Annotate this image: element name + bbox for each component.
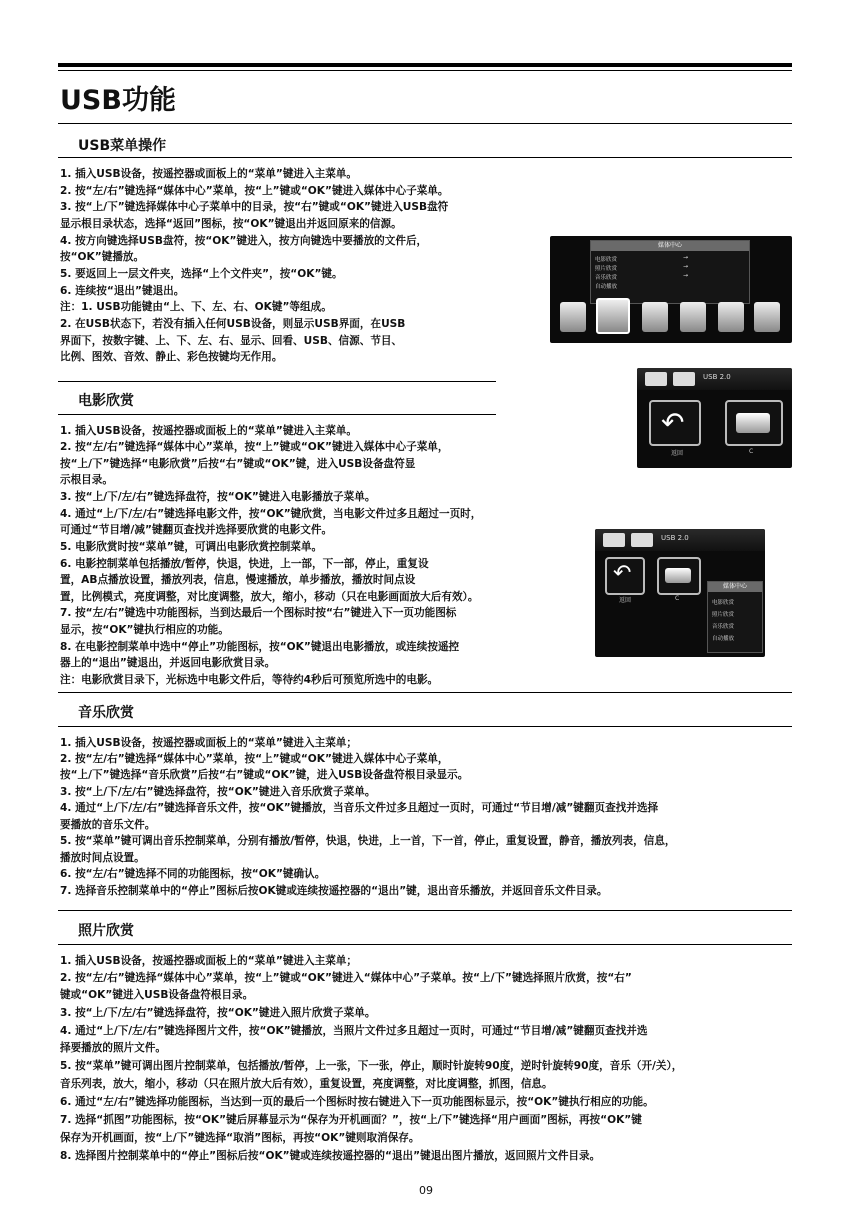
menu-item: 自动播放 [712, 636, 735, 642]
text-line: 3. 按“上/下”键选择媒体中心子菜单中的目录，按“右”键或“OK”键进入USB盘符 [60, 201, 449, 213]
back-tile [605, 557, 645, 595]
tile-label: 返回 [671, 450, 684, 457]
section-rule-usb-menu [58, 157, 792, 158]
text-line: 4. 按方向键选择USB盘符，按“OK”键进入，按方向键选中要播放的文件后， [60, 235, 428, 247]
menu-item: 照片欣赏 [712, 612, 735, 618]
top-rule-thin [58, 70, 792, 71]
text-line: 1. 插入USB设备，按遥控器或面板上的“菜单”键进入主菜单； [60, 737, 357, 749]
text-line: 注：电影欣赏目录下，光标选中电影文件后，等待约4秒后可预览所选中的电影。 [60, 674, 439, 686]
arrow-icon: → [683, 254, 689, 261]
text-line: 按“上/下”键选择“音乐欣赏”后按“右”键或“OK”键，进入USB设备盘符根目录显示。 [60, 769, 469, 781]
text-line: 键或“OK”键进入USB设备盘符根目录。 [60, 989, 254, 1001]
text-line: 5. 按“菜单”键可调出图片控制菜单，包括播放/暂停，上一张，下一张，停止，顺时针旋转90度，逆时针旋转90度，音乐（开/关）， [60, 1060, 683, 1072]
section-rule-movie-top [58, 381, 496, 382]
section-rule-photo [58, 944, 792, 945]
top-rule-thick [58, 63, 792, 67]
text-line: 择要播放的照片文件。 [60, 1042, 166, 1054]
tile-label: C [749, 448, 754, 455]
menu-item: 电影欣赏 [712, 600, 735, 606]
menu-item: 自动播放 [595, 284, 618, 290]
text-line: 按“上/下”键选择“电影欣赏”后按“右”键或“OK”键，进入USB设备盘符显 [60, 458, 416, 470]
back-tile [649, 400, 701, 446]
text-line: 6. 按“左/右”键选择不同的功能图标，按“OK”键确认。 [60, 868, 326, 880]
text-line: 3. 按“上/下/左/右”键选择盘符，按“OK”键进入照片欣赏子菜单。 [60, 1007, 376, 1019]
main-menu-icon-row [556, 302, 786, 336]
text-line: 2. 按“左/右”键选择“媒体中心”菜单，按“上”键或“OK”键进入媒体中心子菜单， [60, 753, 449, 765]
usb-icon [631, 533, 653, 547]
menu-item: 电影欣赏 [595, 257, 618, 263]
text-line: 4. 通过“上/下/左/右”键选择音乐文件，按“OK”键播放，当音乐文件过多且超过一页时，可通过“节目增/减”键翻页查找并选择 [60, 802, 659, 814]
text-line: 6. 电影控制菜单包括播放/暂停，快退，快进，上一部，下一部，停止，重复设 [60, 558, 429, 570]
text-line: 注：1. USB功能键由“上、下、左、右、OK键”等组成。 [60, 301, 332, 313]
menu-header: 媒体中心 [591, 241, 749, 251]
section-rule-movie [58, 414, 496, 415]
usb-icon [673, 372, 695, 386]
text-line: 播放时间点设置。 [60, 852, 145, 864]
text-line: 器上的“退出”键退出，并返回电影欣赏目录。 [60, 657, 276, 669]
section-rule-photo-top [58, 910, 792, 911]
media-center-icon [596, 298, 630, 334]
media-center-menu [590, 240, 750, 304]
text-line: 1. 插入USB设备，按遥控器或面板上的“菜单”键进入主菜单。 [60, 425, 357, 437]
tile-label: C [675, 595, 680, 602]
text-line: 要播放的音乐文件。 [60, 819, 156, 831]
text-line: 4. 通过“上/下/左/右”键选择图片文件，按“OK”键播放，当照片文件过多且超过一页时，可通过“节目增/减”键翻页查找并选 [60, 1025, 648, 1037]
section-title-usb-menu: USB菜单操作 [78, 138, 167, 154]
text-line: 8. 选择图片控制菜单中的“停止”图标后按“OK”键或连续按遥控器的“退出”键退出图片播放，返回照片文件目录。 [60, 1150, 601, 1162]
text-line: 2. 按“左/右”键选择“媒体中心”菜单，按“上”键或“OK”键进入媒体中心子菜单， [60, 441, 449, 453]
drive-icon [736, 413, 770, 433]
control-menu [707, 581, 763, 653]
text-line: 界面下，按数字键、上、下、左、右、显示、回看、USB、信源、节目、 [60, 335, 403, 347]
page-title: USB功能 [60, 85, 176, 116]
usb-bar-text: USB 2.0 [661, 534, 689, 542]
text-line: 1. 插入USB设备，按遥控器或面板上的“菜单”键进入主菜单。 [60, 168, 357, 180]
arrow-icon: → [683, 263, 689, 270]
movie-control-screenshot [595, 529, 765, 657]
drive-c-tile [657, 557, 701, 595]
menu-item: 照片欣赏 [595, 266, 618, 272]
back-arrow-icon: ↶ [661, 406, 685, 439]
usb-top-bar [637, 368, 792, 390]
text-line: 5. 要返回上一层文件夹，选择“上个文件夹”，按“OK”键。 [60, 268, 343, 280]
menu-item: 音乐欣赏 [595, 275, 618, 281]
text-line: 置，AB点播放设置，播放列表，信息，慢速播放，单步播放，播放时间点设 [60, 574, 416, 586]
text-line: 2. 按“左/右”键选择“媒体中心”菜单，按“上”键或“OK”键进入“媒体中心”子菜单。按“上/下”键选择照片欣赏，按“右” [60, 972, 632, 984]
menu-header: 媒体中心 [708, 582, 762, 592]
picture-icon [560, 302, 586, 332]
text-line: 音乐列表，放大，缩小，移动（只在照片放大后有效），重复设置，亮度调整，对比度调整，抓图，信息。 [60, 1078, 553, 1090]
menu-item: 音乐欣赏 [712, 624, 735, 630]
text-line: 2. 在USB状态下，若没有插入任何USB设备，则显示USB界面，在USB [60, 318, 406, 330]
section-title-music: 音乐欣赏 [78, 705, 134, 721]
text-line: 可通过“节目增/减”键翻页查找并选择要欣赏的电影文件。 [60, 524, 333, 536]
section-rule-music [58, 726, 792, 727]
media-center-screenshot [550, 236, 792, 343]
arrow-icon: → [683, 272, 689, 279]
settings-icon [718, 302, 744, 332]
text-line: 显示根目录状态，选择“返回”图标，按“OK”键退出并返回原来的信源。 [60, 218, 402, 230]
usb-root-screenshot [637, 368, 792, 468]
text-line: 8. 在电影控制菜单中选中“停止”功能图标，按“OK”键退出电影播放，或连续按遥控 [60, 641, 460, 653]
text-line: 7. 选择“抓图”功能图标，按“OK”键后屏幕显示为“保存为开机画面？”，按“上/下”键选择“用户画面”图标，再按“OK”键 [60, 1114, 642, 1126]
sound-icon [680, 302, 706, 332]
lock-icon [754, 302, 780, 332]
text-line: 3. 按“上/下/左/右”键选择盘符，按“OK”键进入电影播放子菜单。 [60, 491, 376, 503]
text-line: 保存为开机画面，按“上/下”键选择“取消”图标，再按“OK”键则取消保存。 [60, 1132, 420, 1144]
text-line: 3. 按“上/下/左/右”键选择盘符，按“OK”键进入音乐欣赏子菜单。 [60, 786, 376, 798]
section-title-photo: 照片欣赏 [78, 923, 134, 939]
text-line: 7. 按“左/右”键选中功能图标，当到达最后一个图标时按“右”键进入下一页功能图标 [60, 607, 457, 619]
text-line: 置，比例模式，亮度调整，对比度调整，放大，缩小，移动（只在电影画面放大后有效）。 [60, 591, 479, 603]
text-line: 4. 通过“上/下/左/右”键选择电影文件，按“OK”键欣赏，当电影文件过多且超过一页时， [60, 508, 482, 520]
text-line: 2. 按“左/右”键选择“媒体中心”菜单，按“上”键或“OK”键进入媒体中心子菜单。 [60, 185, 449, 197]
text-line: 5. 按“菜单”键可调出音乐控制菜单，分别有播放/暂停，快退，快进，上一首，下一首，停止，重复设置，静音，播放列表，信息， [60, 835, 676, 847]
text-line: 5. 电影欣赏时按“菜单”键，可调出电影欣赏控制菜单。 [60, 541, 323, 553]
text-line: 1. 插入USB设备，按遥控器或面板上的“菜单”键进入主菜单； [60, 955, 357, 967]
drive-icon [665, 568, 691, 583]
text-line: 显示，按“OK”键执行相应的功能。 [60, 624, 229, 636]
text-line: 比例、图效、音效、静止、彩色按键均无作用。 [60, 351, 283, 363]
usb-icon [603, 533, 625, 547]
usb-bar-text: USB 2.0 [703, 373, 731, 381]
drive-c-tile [725, 400, 783, 446]
text-line: 6. 通过“左/右”键选择功能图标，当达到一页的最后一个图标时按右键进入下一页功能图标显示，按“OK”键执行相应的功能。 [60, 1096, 654, 1108]
section-rule-music-top [58, 692, 792, 693]
text-line: 示根目录。 [60, 474, 113, 486]
text-line: 6. 连续按“退出”键退出。 [60, 285, 185, 297]
usb-top-bar [595, 529, 765, 551]
page-number: 09 [419, 1184, 433, 1197]
channel-icon [642, 302, 668, 332]
text-line: 按“OK”键播放。 [60, 251, 145, 263]
usb-icon [645, 372, 667, 386]
title-underline [58, 123, 792, 124]
back-arrow-icon: ↶ [613, 561, 632, 586]
tile-label: 返回 [619, 597, 632, 604]
section-title-movie: 电影欣赏 [78, 393, 134, 409]
text-line: 7. 选择音乐控制菜单中的“停止”图标后按OK键或连续按遥控器的“退出”键，退出音乐播放，并返回音乐文件目录。 [60, 885, 608, 897]
